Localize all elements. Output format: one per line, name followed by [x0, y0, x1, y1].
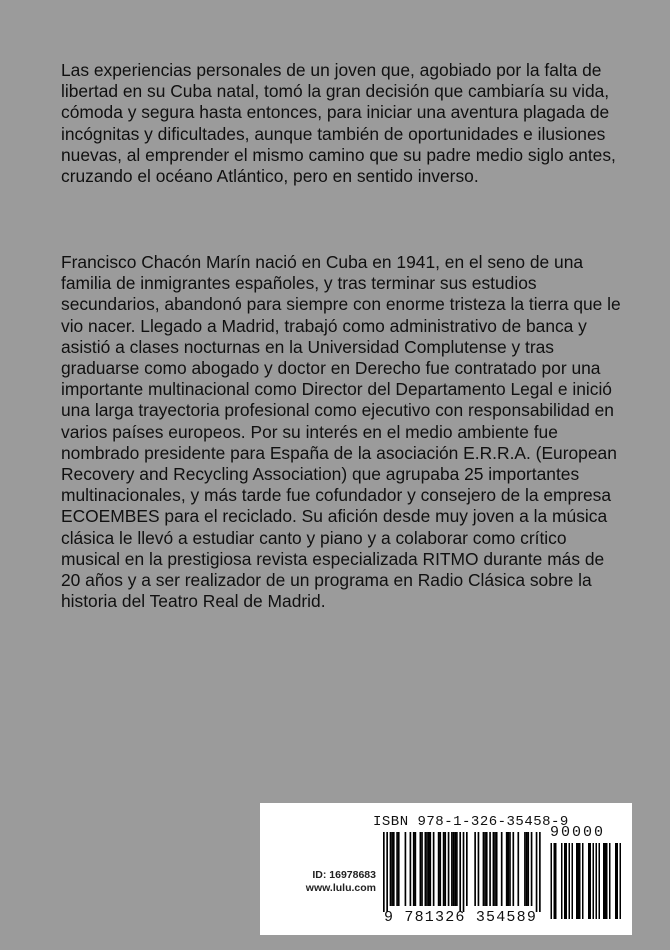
synopsis-text: Las experiencias personales de un joven que, agobiado por la falta de libertad en su Cuba natal, tomó la gran decisión que cambiaría su vida, cómoda y segura hasta entonces, para iniciar una aventura plagada de incógnitas y dificultades, aunque también de oportunidades e ilusiones nuevas, al emprender el mismo camino que su padre medio siglo antes, cruzando el océano Atlántico, pero en sentido inverso. — [61, 60, 616, 187]
barcode-bar — [524, 832, 526, 906]
ean-digits: 9 781326 354589 — [384, 909, 538, 926]
barcode-bar — [517, 832, 519, 906]
barcode-bar — [496, 832, 498, 906]
barcode-bar — [466, 832, 468, 906]
addon-bar — [596, 843, 598, 919]
barcode-bar — [512, 832, 514, 906]
barcode-bar — [439, 832, 441, 906]
barcode-bar — [438, 832, 440, 906]
isbn-label: ISBN 978-1-326-35458-9 — [373, 814, 569, 830]
barcode-bar — [413, 832, 415, 906]
barcode-bar — [429, 832, 431, 906]
addon-bar — [564, 843, 566, 919]
barcode-bar — [398, 832, 400, 906]
addon-bar — [554, 843, 556, 919]
barcode-bar — [410, 832, 412, 906]
addon-barcode — [549, 843, 623, 919]
barcode-bar — [486, 832, 488, 906]
addon-bar — [609, 843, 611, 919]
ean13-barcode — [383, 832, 541, 912]
addon-bar — [566, 843, 568, 919]
barcode-bar — [390, 832, 392, 906]
barcode-bar — [454, 832, 456, 906]
addon-bar — [579, 843, 581, 919]
addon-bar — [578, 843, 580, 919]
barcode-bar — [451, 832, 453, 906]
lulu-url: www.lulu.com — [305, 882, 376, 894]
addon-bar — [551, 843, 553, 919]
addon-digits: 90000 — [550, 824, 606, 841]
lulu-info — [280, 869, 376, 895]
barcode-bar — [501, 832, 503, 906]
barcode-bar — [526, 832, 528, 906]
addon-bar — [615, 843, 617, 919]
addon-bar — [606, 843, 608, 919]
barcode-bar — [425, 832, 427, 906]
barcode-bar — [527, 832, 529, 906]
barcode-bar — [396, 832, 398, 906]
barcode-bar — [489, 832, 491, 906]
barcode-bar — [415, 832, 417, 906]
lulu-id: ID: 16978683 — [312, 869, 376, 881]
barcode-bar — [448, 832, 450, 906]
barcode-bar — [391, 832, 393, 906]
barcode-bar — [463, 832, 465, 912]
addon-bar — [576, 843, 578, 919]
barcode-bar — [506, 832, 508, 906]
barcode-bar — [444, 832, 446, 906]
barcode-bar — [483, 832, 485, 906]
barcode-bar — [456, 832, 458, 906]
addon-bar — [620, 843, 622, 919]
barcode-bar — [478, 832, 480, 906]
barcode-bar — [508, 832, 510, 906]
barcode-bar — [531, 832, 533, 906]
barcode-bar — [421, 832, 423, 906]
barcode-bar — [386, 832, 388, 912]
barcode-bar — [536, 832, 538, 912]
addon-bar — [572, 843, 574, 919]
addon-bar — [605, 843, 607, 919]
barcode-bar — [539, 832, 541, 912]
addon-bar — [561, 843, 563, 919]
barcode-bar — [428, 832, 430, 906]
barcode-bar — [433, 832, 435, 906]
barcode-bar — [474, 832, 476, 906]
addon-bar — [569, 843, 571, 919]
barcode-panel — [260, 803, 632, 935]
addon-bar — [555, 843, 557, 919]
barcode-bar — [405, 832, 407, 906]
addon-bar — [593, 843, 595, 919]
barcode-bar — [393, 832, 395, 906]
addon-bar — [582, 843, 584, 919]
barcode-bar — [459, 832, 461, 912]
addon-bar — [588, 843, 590, 919]
addon-bar — [617, 843, 619, 919]
barcode-bar — [484, 832, 486, 906]
addon-bar — [590, 843, 592, 919]
barcode-bar — [494, 832, 496, 906]
author-bio-text: Francisco Chacón Marín nació en Cuba en 1941, en el seno de una familia de inmigrantes españoles, y tras terminar sus estudios secundarios, abandonó para siempre con enorme tristeza la tierra que le vio nacer. Llegado a Madrid, trabajó como administrativo de banca y asistió a clases nocturnas en la Universidad Complutense y tras graduarse como abogado y doctor en Derecho fue contratado por una importante multinacional como Director del Departamento Legal e inició una larga trayectoria profesional como ejecutivo con responsabilidad en varios países europeos. Por su interés en el medio ambiente fue nombrado presidente para España de la asociación E.R.R.A. (European Recovery and Recycling Association) que agrupaba 25 importantes multinacionales, y más tarde fue cofundador y consejero de la empresa ECOEMBES para el reciclado. Su afición desde muy joven a la música clásica le llevó a estudiar canto y piano y a colaborar como crítico musical en la prestigiosa revista especializada RITMO durante más de 20 años y a ser realizador de un programa en Radio Clásica sobre la historia del Teatro Real de Madrid. — [61, 252, 621, 612]
barcode-bar — [493, 832, 495, 906]
addon-bar — [603, 843, 605, 919]
barcode-bar — [383, 832, 385, 912]
barcode-bar — [426, 832, 428, 906]
barcode-bar — [420, 832, 422, 906]
barcode-bar — [443, 832, 445, 906]
barcode-bar — [453, 832, 455, 906]
barcode-bar — [509, 832, 511, 906]
addon-bar — [599, 843, 601, 919]
